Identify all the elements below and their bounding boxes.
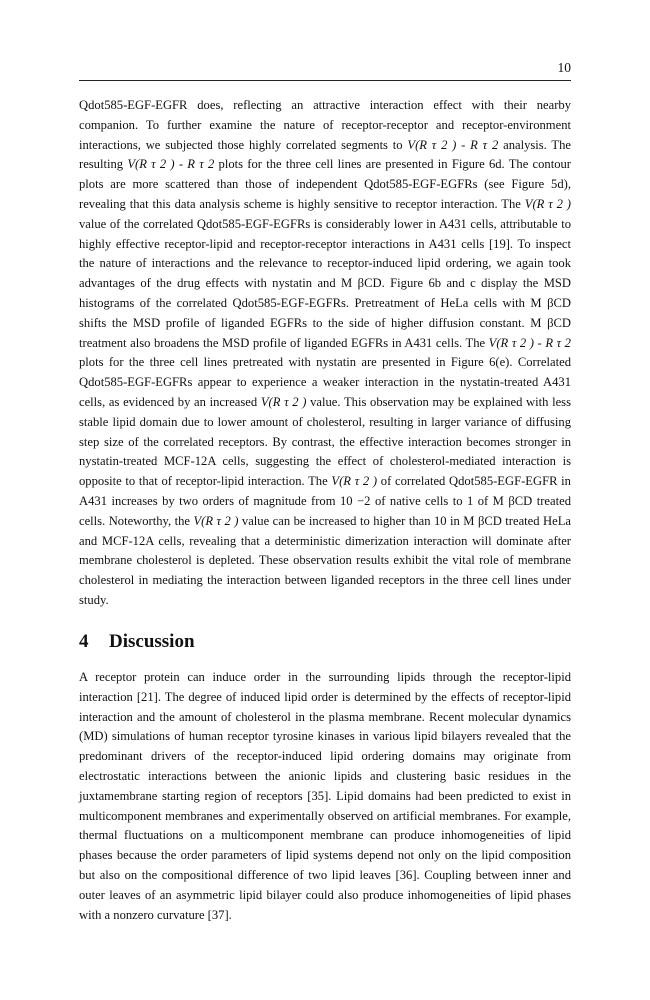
text-run: analysis. The resulting [79,137,571,172]
text-run: value. This observation may be explained with less stable lipid domain due to lower amount of cholesterol, resulting in larger variance of diffusing step size of the correlated receptors. By contrast, the effective interaction becomes stronger in nystatin-treated MCF-12A cells, suggesting the effect of cholesterol-mediated interaction is opposite to that of receptor-lipid interaction. The [79,394,571,489]
section-number: 4 [79,631,89,652]
section-title: Discussion [109,631,195,652]
text-run: of native cells to 1 of M βCD treated cells. Noteworthy, the [79,493,571,528]
math-v-r-vs-r: V(R τ 2 ) - R τ 2 [127,157,215,172]
math-v-r: V(R τ 2 ) [331,474,378,489]
text-run: Qdot585-EGF-EGFR does, reflecting an attractive interaction effect with their nearby companion. To further examine the nature of receptor-receptor and receptor-environment interactions, we subjected those highly correlated segments to [79,98,571,152]
paragraph-discussion-text: A receptor protein can induce order in the surrounding lipids through the receptor-lipid interaction [21]. The degree of induced lipid order is determined by the effects of receptor-lipid interaction and the amount of cholesterol in the plasma membrane. Recent molecular dynamics (MD) simulations of human receptor tyrosine kinases in various lipid bilayers revealed that the predominant drivers of the receptor-induced lipid ordering domains may originate from electrostatic interactions between the anionic lipids and clustering basic residues in the juxtamembrane starting region of receptors [35]. Lipid domains had been predicted to exist in multicomponent membranes and experimentally observed on artificial membranes. For example, thermal fluctuations on a multicomponent membrane can produce inhomogeneities of lipid phases because the order parameters of lipid systems depend not only on the lipid composition but also on the compositional difference of two lipid leaves [36]. Coupling between inner and outer leaves of an asymmetric lipid bilayer could also produce inhomogeneities of lipid phases with a nonzero curvature [37]. [79,670,571,922]
text-run: value can be increased to higher than 10 in M βCD treated HeLa and MCF-12A cells, revealing that a deterministic dimerization interaction will dominate after membrane cholesterol is depleted. These observation results exhibit the vital role of membrane cholesterol in mediating the interaction between liganded receptors in the three cell lines under study. [79,513,571,607]
page-number: 10 [557,60,571,75]
paragraph-results-text [79,96,571,611]
section-heading [79,630,195,654]
paragraph-results [79,96,571,611]
header-rule [79,80,571,81]
math-v-r: V(R τ 2 ) [260,394,307,409]
math-v-r-vs-r: V(R τ 2 ) - R τ 2 [407,137,499,152]
text-run: of correlated Qdot585-EGF-EGFR in A431 increases by two orders of magnitude from [79,474,571,508]
text-run: value of the correlated Qdot585-EGF-EGFRs is considerably lower in A431 cells, attributable to highly effective receptor-lipid and receptor-receptor interactions in A431 cells [19]. To inspect the nature of interactions and the relevance to receptor-induced lipid ordering, we again took advantages of the drug effects with nystatin and M βCD. Figure 6b and c display the MSD histograms of the correlated Qdot585-EGF-EGFRs. Pretreatment of HeLa cells with M βCD shifts the MSD profile of liganded EGFRs to the side of higher diffusion constant. M βCD treatment also broadens the MSD profile of liganded EGFRs in A431 cells. The [79,216,571,350]
math-v-r: V(R τ 2 ) [524,196,571,211]
math-ten-neg2: 10 −2 [340,493,371,508]
paragraph-discussion [79,668,571,925]
math-v-r-vs-r: V(R τ 2 ) - R τ 2 [488,335,571,350]
text-run: plots for the three cell lines are presented in Figure 6d. The contour plots are more scattered than those of independent Qdot585-EGF-EGFRs (see Figure 5d), revealing that this data analysis scheme is highly sensitive to receptor interaction. The [79,157,571,211]
text-run: plots for the three cell lines pretreated with nystatin are presented in Figure 6(e). Correlated Qdot585-EGF-EGFRs appear to experience a weaker interaction in the nystatin-treated A431 cells, as evidenced by an increased [79,355,571,409]
math-v-r: V(R τ 2 ) [193,513,239,528]
